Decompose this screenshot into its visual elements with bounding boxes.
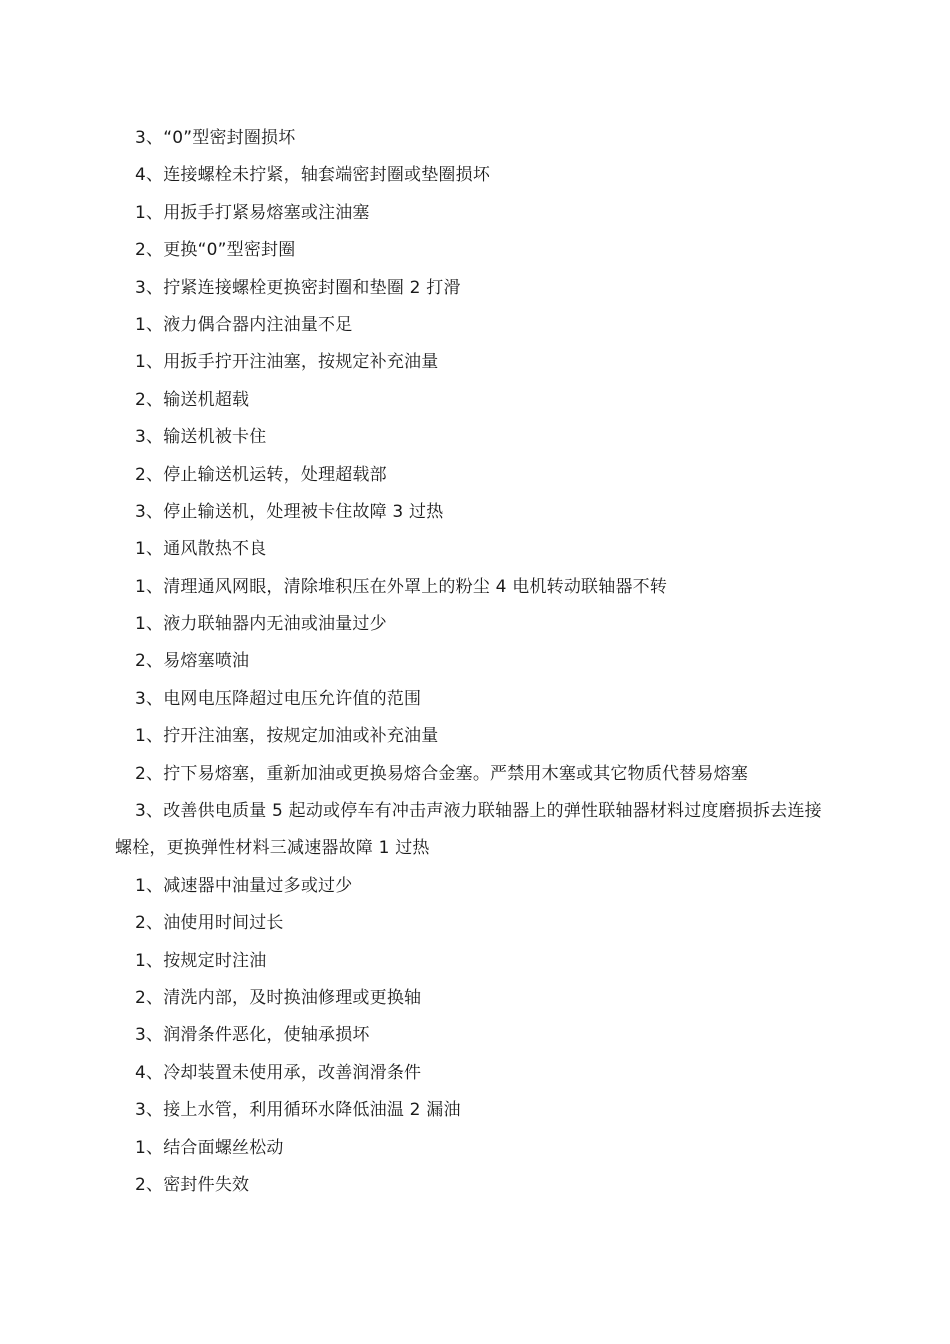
text-line: 1、按规定时注油 — [135, 950, 267, 971]
text-line: 3、接上水管，利用循环水降低油温 2 漏油 — [135, 1100, 461, 1121]
wrapped-paragraph: 3、改善供电质量 5 起动或停车有冲击声液力联轴器上的弹性联轴器材料过度磨损拆去连接螺栓，更换弹性材料三减速器故障 1 过热 — [115, 801, 822, 859]
text-line: 3、输送机被卡住 — [135, 427, 267, 448]
text-line: 1、结合面螺丝松动 — [135, 1137, 284, 1158]
text-line: 2、拧下易熔塞，重新加油或更换易熔合金塞。严禁用木塞或其它物质代替易熔塞 — [135, 763, 749, 784]
text-line: 1、用扳手打紧易熔塞或注油塞 — [135, 202, 370, 223]
text-line: 3、“0”型密封圈损坏 — [135, 128, 296, 148]
text-line: 1、用扳手拧开注油塞，按规定补充油量 — [135, 352, 439, 373]
text-line: 3、拧紧连接螺栓更换密封圈和垫圈 2 打滑 — [135, 277, 461, 298]
text-line: 2、清洗内部，及时换油修理或更换轴 — [135, 988, 422, 1009]
text-line: 1、减速器中油量过多或过少 — [135, 875, 353, 896]
text-line: 2、输送机超载 — [135, 389, 250, 410]
text-line: 2、油使用时间过长 — [135, 913, 284, 934]
text-line: 1、液力联轴器内无油或油量过少 — [135, 614, 387, 635]
text-line: 2、密封件失效 — [135, 1174, 250, 1195]
text-line: 1、液力偶合器内注油量不足 — [135, 314, 353, 335]
text-line: 1、通风散热不良 — [135, 539, 267, 560]
text-line: 4、连接螺栓未拧紧，轴套端密封圈或垫圈损坏 — [135, 165, 491, 186]
text-line: 1、拧开注油塞，按规定加油或补充油量 — [135, 726, 439, 747]
text-line: 3、电网电压降超过电压允许值的范围 — [135, 688, 422, 709]
text-line: 3、润滑条件恶化，使轴承损坏 — [135, 1025, 370, 1046]
text-line: 2、更换“0”型密封圈 — [135, 240, 296, 261]
text-line: 4、冷却装置未使用承，改善润滑条件 — [135, 1062, 422, 1083]
text-line: 1、清理通风网眼，清除堆积压在外罩上的粉尘 4 电机转动联轴器不转 — [135, 576, 668, 597]
text-line: 2、停止输送机运转，处理超载部 — [135, 464, 387, 485]
document-body — [0, 120, 950, 1204]
text-line: 3、停止输送机，处理被卡住故障 3 过热 — [135, 501, 444, 522]
text-line: 2、易熔塞喷油 — [135, 651, 250, 672]
